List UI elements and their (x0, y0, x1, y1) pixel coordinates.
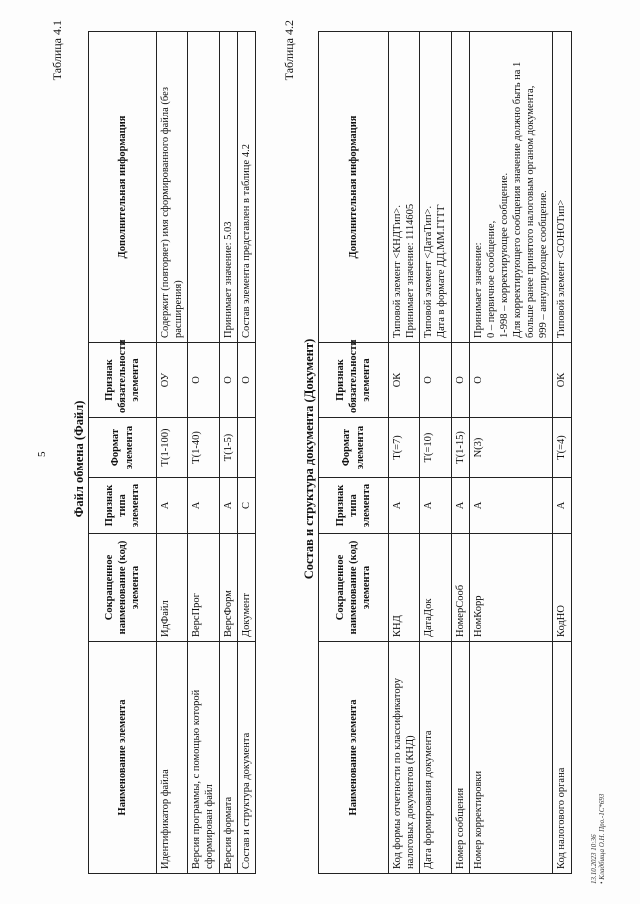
table-cell: Состав элемента представлен в таблице 4.2 (237, 32, 255, 343)
header-cell: Наименование элемента (319, 642, 389, 874)
header-cell: Признак обязательности элемента (319, 343, 389, 418)
table-cell: Типовой элемент <ДатаТип>. Дата в формате ДД.ММ.ГГГГ (420, 32, 451, 343)
header-cell: Признак типа элемента (89, 478, 157, 534)
table-4-1-header-row (89, 32, 157, 874)
table-4-1-label: Таблица 4.1 (50, 20, 64, 81)
table-row (451, 32, 469, 874)
table-cell: ОК (553, 343, 571, 418)
header-cell: Формат элемента (89, 418, 157, 478)
header-cell: Наименование элемента (89, 642, 157, 874)
table-cell: Типовой элемент <СОНОТип> (553, 32, 571, 343)
table-cell (237, 418, 255, 478)
table-4-2-header-row (319, 32, 389, 874)
table-cell: О (451, 343, 469, 418)
table-cell: Код налогового органа (553, 642, 571, 874)
table-4-1 (88, 31, 256, 874)
table-cell: Номер корректировки (469, 642, 553, 874)
table-cell: Идентификатор файла (157, 642, 188, 874)
table-4-2-label: Таблица 4.2 (282, 20, 296, 81)
header-cell: Сокращенное наименование (код) элемента (319, 534, 389, 642)
table-row (157, 32, 188, 874)
table-cell: А (389, 478, 420, 534)
table-cell: ИдФайл (157, 534, 188, 642)
header-cell: Признак типа элемента (319, 478, 389, 534)
table-cell: ВерсПрог (188, 534, 219, 642)
table-cell: Т(1-100) (157, 418, 188, 478)
table-cell: Содержит (повторяет) имя сформированного файла (без расширения) (157, 32, 188, 343)
table-cell: НомКорр (469, 534, 553, 642)
table-cell: О (219, 343, 237, 418)
page-number: 5 (36, 451, 48, 457)
table-cell: Т(=10) (420, 418, 451, 478)
table-cell: С (237, 478, 255, 534)
table-row (219, 32, 237, 874)
table-row (469, 32, 553, 874)
table-cell: Типовой элемент <КНДТип>. Принимает значение: 1114605 (389, 32, 420, 343)
table-cell: Дата формирования документа (420, 642, 451, 874)
header-cell: Формат элемента (319, 418, 389, 478)
table-cell: О (469, 343, 553, 418)
table-cell: Принимает значение: 0 – первичное сообщение, 1-998 – корректирующее сообщение. Для корректирующего сообщения значение должно быть на 1 больше ранее принятого налоговым органом документа, 999 – аннулирующее сообщение. (469, 32, 553, 343)
table-cell: Версия программы, с помощью которой сформирован файл (188, 642, 219, 874)
table-cell: ДатаДок (420, 534, 451, 642)
table-cell: Версия формата (219, 642, 237, 874)
table-cell: А (219, 478, 237, 534)
table-cell: А (553, 478, 571, 534)
table-cell: А (451, 478, 469, 534)
table-row (420, 32, 451, 874)
stamp-line: • Кладбища О.Н. Про.-1С*693 (598, 793, 607, 884)
table-cell: Т(1-40) (188, 418, 219, 478)
table-cell: О (188, 343, 219, 418)
table-4-2-title: Состав и структура документа (Документ) (302, 338, 316, 580)
table-cell: Принимает значение: 5.03 (219, 32, 237, 343)
table-cell: Номер сообщения (451, 642, 469, 874)
header-cell: Признак обязательности элемента (89, 343, 157, 418)
header-cell: Дополнительная информация (319, 32, 389, 343)
table-cell: ОК (389, 343, 420, 418)
table-4-2 (318, 31, 572, 874)
table-row (389, 32, 420, 874)
table-cell: Т(1-15) (451, 418, 469, 478)
table-row (553, 32, 571, 874)
stamp-line: 13.10.2023 10:36 (590, 834, 598, 884)
table-cell: Состав и структура документа (237, 642, 255, 874)
table-4-1-title: Файл обмена (Файл) (72, 400, 86, 518)
table-cell (188, 32, 219, 343)
table-cell: N(3) (469, 418, 553, 478)
table-cell: А (420, 478, 451, 534)
table-row (188, 32, 219, 874)
table-cell: ОУ (157, 343, 188, 418)
signature-stamp (590, 794, 607, 884)
table-cell: Т(=7) (389, 418, 420, 478)
table-cell: КНД (389, 534, 420, 642)
table-cell: НомерСооб (451, 534, 469, 642)
table-cell: Документ (237, 534, 255, 642)
table-cell (451, 32, 469, 343)
table-cell: О (237, 343, 255, 418)
table-row (237, 32, 255, 874)
table-cell: Т(1-5) (219, 418, 237, 478)
table-cell: Код формы отчетности по классификатору налоговых документов (КНД) (389, 642, 420, 874)
table-cell: ВерсФорм (219, 534, 237, 642)
table-cell: А (469, 478, 553, 534)
table-cell: А (188, 478, 219, 534)
table-cell: КодНО (553, 534, 571, 642)
table-cell: Т(=4) (553, 418, 571, 478)
table-cell: А (157, 478, 188, 534)
table-cell: О (420, 343, 451, 418)
header-cell: Сокращенное наименование (код) элемента (89, 534, 157, 642)
header-cell: Дополнительная информация (89, 32, 157, 343)
